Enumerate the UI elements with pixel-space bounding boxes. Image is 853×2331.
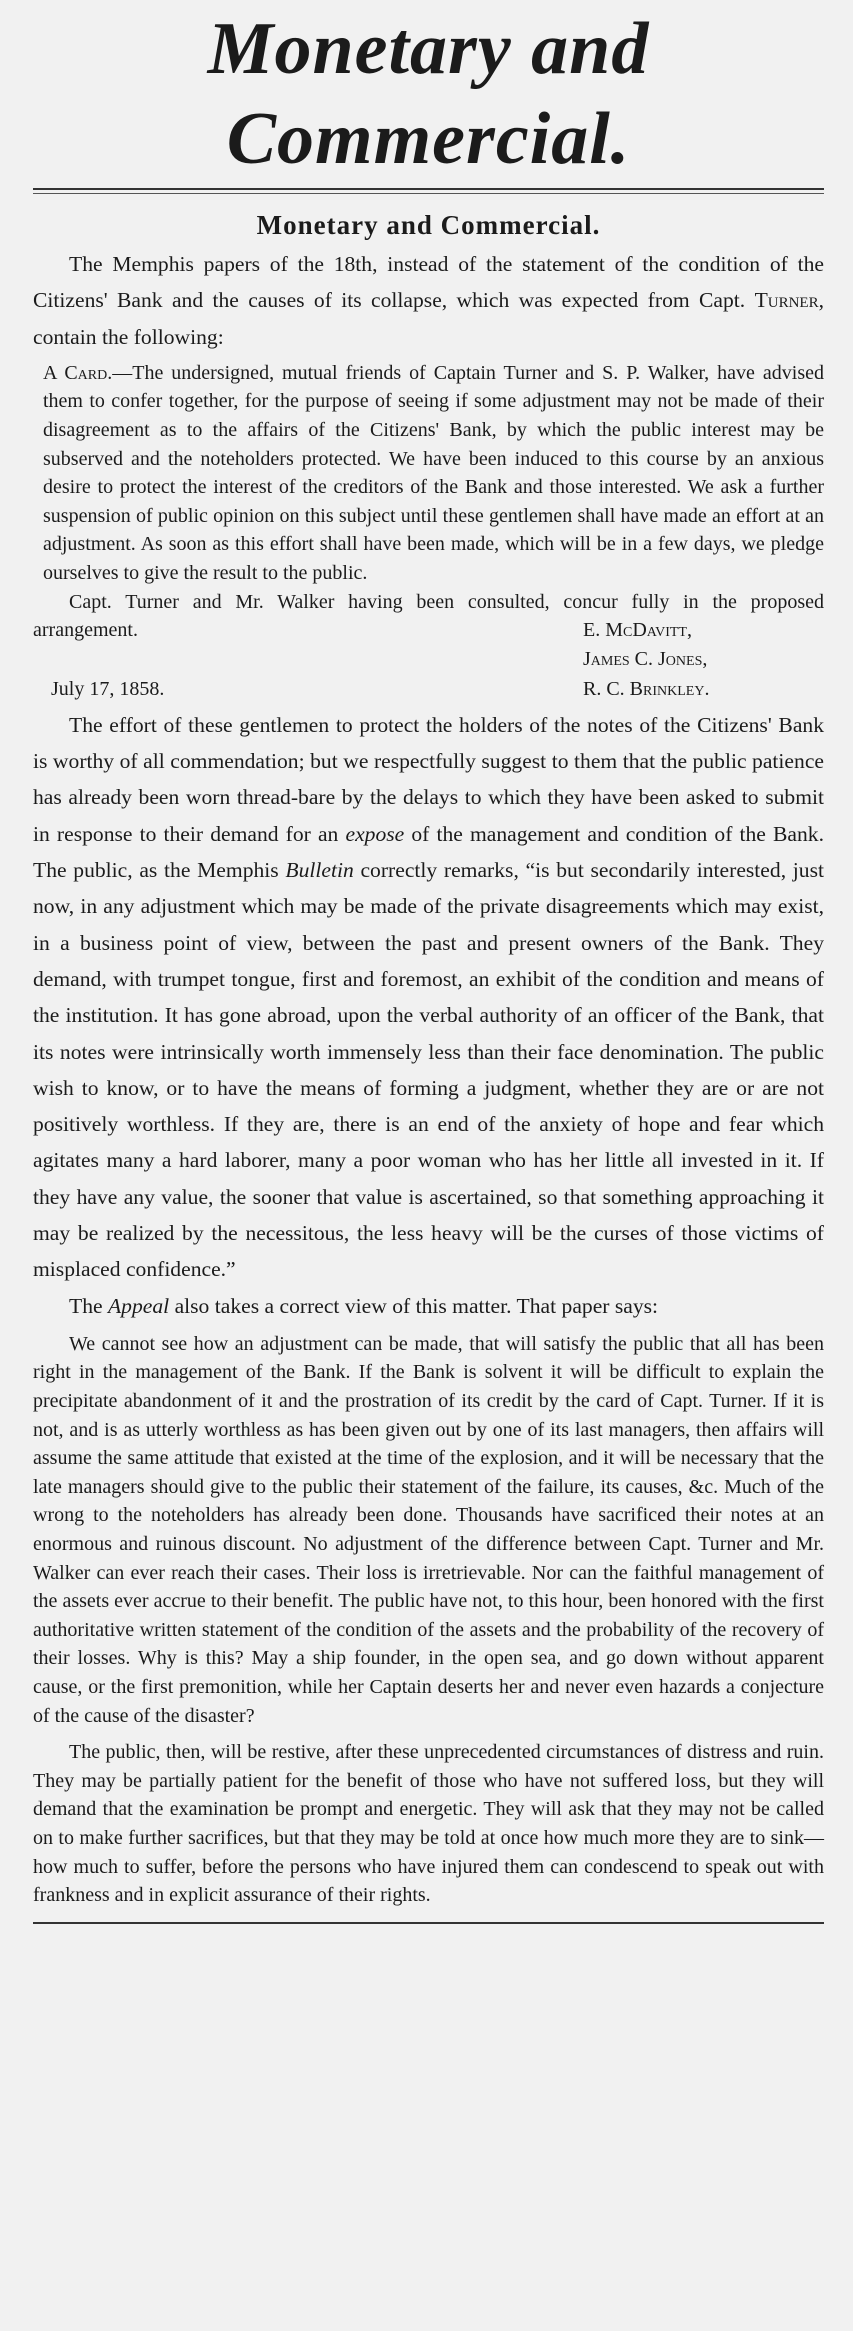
quote-paragraph-1: We cannot see how an adjustment can be made, that will satisfy the public that all has been right in the management of the Bank. If the Bank is solvent it will be difficult to explain the precipitate abandonment of it and the prostration of its credit by the card of Capt. Turner. If it is not, and is as utterly worthless as has been given out by one of its last managers, then affairs will assume the same attitude that existed at the time of the explosion, and it will be necessary that the late managers should give to the public their statement of the failure, its causes, &c. Much of the wrong to the noteholders has already been done. Thousands have sacrificed their notes at an enormous and ruinous discount. No adjustment of the difference between Capt. Turner and Mr. Walker can ever reach their cases. Their loss is irretrievable. Nor can the faithful management of the assets ever accrue to their benefit. The public have not, to this hour, been honored with the first authoritative written statement of the condition of the assets and the probability of the recovery of their losses. Why is this? May a ship founder, in the open sea, and go down without apparent cause, or the first premonition, while her Captain deserts her and never even hazards a conjecture of the cause of the disaster? xyxy=(33,1332,824,1727)
masthead-rule-thin xyxy=(33,193,824,194)
masthead-rule xyxy=(33,188,824,190)
editorial-paragraph-1: The effort of these gentlemen to protect the holders of the notes of the Citizens' Bank is worthy of all commendation; but we respectfully suggest to them that the public patience has already been worn thread-bare by the delays to which they have been asked to submit in response to their demand for an expose of the management and condition of the Bank. The public, as the Memphis Bulletin correctly remarks, “is but secondarily interested, just now, in any adjustment which may be made of the private disagreements which may exist, in a business point of view, between the past and present owners of the Bank. They demand, with trumpet tongue, first and foremost, an exhibit of the condition and means of the institution. It has gone abroad, upon the verbal authority of an officer of the Bank, that its notes were intrinsically worth immensely less than their face denomination. The public wish to know, or to have the means of forming a judgment, whether they are or are not positively worthless. If they are, there is an end of the anxiety of hope and fear which agitates many a hard laborer, many a poor woman who has her little all invested in it. If they have any value, the sooner that value is ascertained, so that something approaching it may be realized by the necessitous, the less heavy will be the curses of those victims of misplaced confidence.” xyxy=(33,712,824,1282)
signer-3: R. C. Brinkley. xyxy=(583,677,710,700)
appeal-quote xyxy=(33,1330,824,1910)
intro-name: Turner xyxy=(754,288,819,313)
signer-2: James C. Jones, xyxy=(583,647,708,670)
intro-paragraph: The Memphis papers of the 18th, instead of the statement of the condition of the Citizens' Bank and the causes of its collapse, which was expected from Capt. Turner, contain the following: xyxy=(33,252,824,349)
signature-block xyxy=(33,618,824,731)
card-block xyxy=(33,359,824,731)
card-date: July 17, 1858. xyxy=(51,677,165,700)
article-headline: Monetary and Commercial. xyxy=(256,210,601,240)
expose-word: expose xyxy=(345,821,405,846)
appeal-word: Appeal xyxy=(107,1293,170,1318)
quote-paragraph-2: The public, then, will be restive, after these unprecedented circumstances of distress and ruin. They may be partially patient for the benefit of those who have not suffered loss, but they will demand that the examination be prompt and energetic. They will ask that they may not be called on to make further sacrifices, but that they may be told at once how much more they are to sink—how much to suffer, before the persons who have injured them can condescend to speak out with frankness and in explicit assurance of their rights. xyxy=(33,1741,824,1907)
card-concur: Capt. Turner and Mr. Walker having been consulted, concur fully in the proposed arrangement. xyxy=(33,590,824,642)
card-lead: A Card. xyxy=(43,361,113,384)
bottom-rule xyxy=(33,1922,824,1924)
card-text: —The undersigned, mutual friends of Captain Turner and S. P. Walker, have advised them to confer together, for the purpose of seeing if some adjustment may not be made of their disagreement as to the affairs of the Citizens' Bank, by which the public interest may be subserved and the noteholders protected. We have been induced to this course by an anxious desire to protect the interest of the creditors of the Bank and those interested. We ask a further suspension of public opinion on this subject until these gentlemen shall have made an effort at an adjustment. As soon as this effort shall have been made, which will be in a few days, we pledge ourselves to give the result to the public. xyxy=(43,361,824,585)
masthead: Monetary and Commercial. xyxy=(207,8,650,180)
editorial-paragraph-2: The Appeal also takes a correct view of this matter. That paper says: xyxy=(69,1293,659,1318)
signer-1: E. McDavitt, xyxy=(583,618,692,641)
bulletin-word: Bulletin xyxy=(285,858,354,883)
